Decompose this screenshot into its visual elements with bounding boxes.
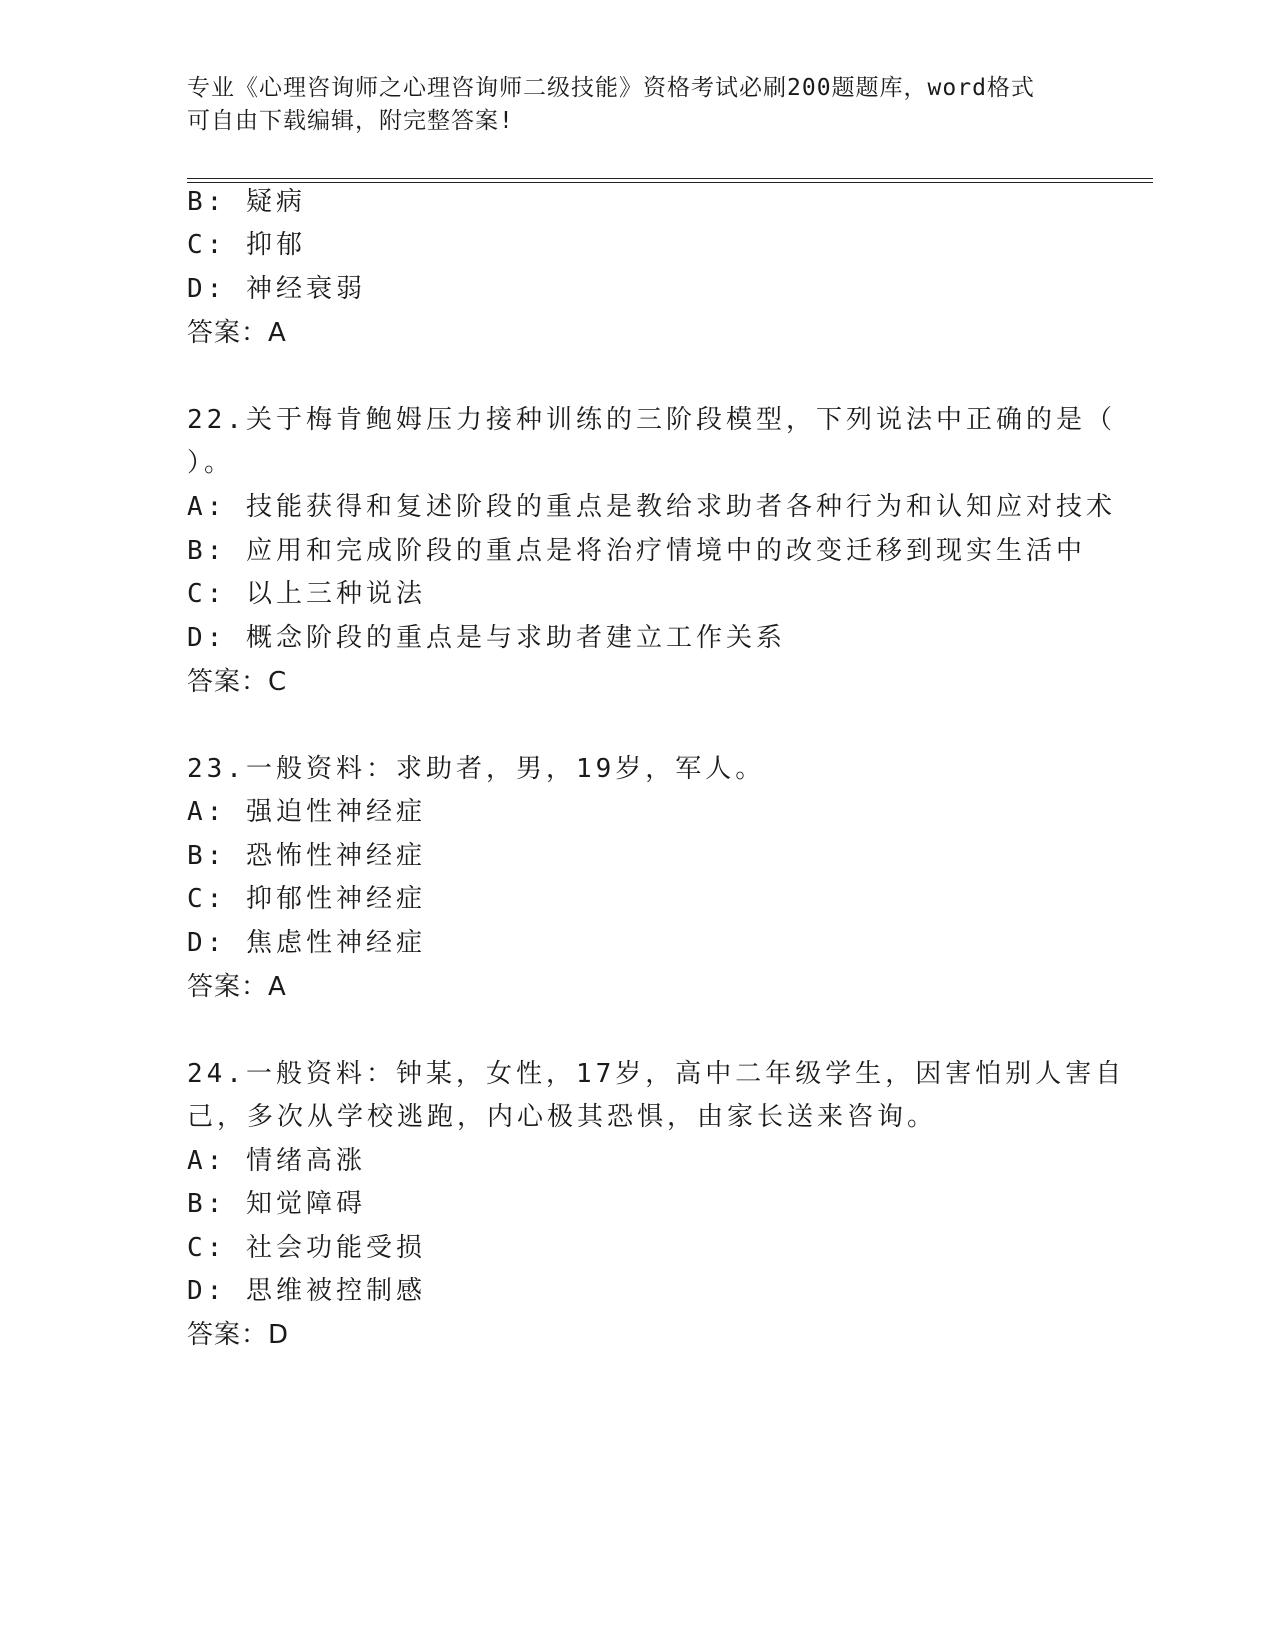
- q23-option-c: C: 抑郁性神经症: [187, 884, 426, 914]
- header-divider-top: [187, 178, 1153, 179]
- q22-option-c: C: 以上三种说法: [187, 579, 426, 609]
- q21-answer: 答案：A: [187, 318, 287, 348]
- q24-option-d: D: 思维被控制感: [187, 1276, 426, 1306]
- q24-answer: 答案：D: [187, 1320, 290, 1350]
- q22-option-d: D: 概念阶段的重点是与求助者建立工作关系: [187, 623, 786, 653]
- q23-answer: 答案：A: [187, 972, 287, 1002]
- q22-option-a: A: 技能获得和复述阶段的重点是教给求助者各种行为和认知应对技术: [187, 492, 1116, 522]
- q24-option-c: C: 社会功能受损: [187, 1233, 426, 1263]
- q23-stem: 23.一般资料：求助者，男，19岁，军人。: [187, 754, 766, 784]
- q24-stem-line-1: 24.一般资料：钟某，女性，17岁，高中二年级学生，因害怕别人害自: [187, 1059, 1126, 1089]
- q24-option-b: B: 知觉障碍: [187, 1189, 366, 1219]
- header-line-1: 专业《心理咨询师之心理咨询师二级技能》资格考试必刷200题题库，word格式: [187, 75, 1035, 101]
- q22-stem-line-2: ）。: [187, 448, 235, 478]
- document-header: [187, 72, 1087, 138]
- q24-stem-line-2: 己，多次从学校逃跑，内心极其恐惧，由家长送来咨询。: [187, 1102, 938, 1132]
- q21-option-d: D: 神经衰弱: [187, 274, 366, 304]
- q21-option-c: C: 抑郁: [187, 230, 306, 260]
- q23-option-a: A: 强迫性神经症: [187, 797, 426, 827]
- header-divider-bottom: [187, 182, 1153, 183]
- q22-stem-line-1: 22.关于梅肯鲍姆压力接种训练的三阶段模型，下列说法中正确的是（: [187, 405, 1116, 435]
- q21-option-b: B: 疑病: [187, 187, 306, 217]
- q22-option-b: B: 应用和完成阶段的重点是将治疗情境中的改变迁移到现实生活中: [187, 536, 1086, 566]
- q23-option-d: D: 焦虑性神经症: [187, 928, 426, 958]
- q24-option-a: A: 情绪高涨: [187, 1146, 366, 1176]
- q23-option-b: B: 恐怖性神经症: [187, 841, 426, 871]
- q22-answer: 答案：C: [187, 667, 288, 697]
- header-line-2: 可自由下载编辑，附完整答案!: [187, 108, 514, 134]
